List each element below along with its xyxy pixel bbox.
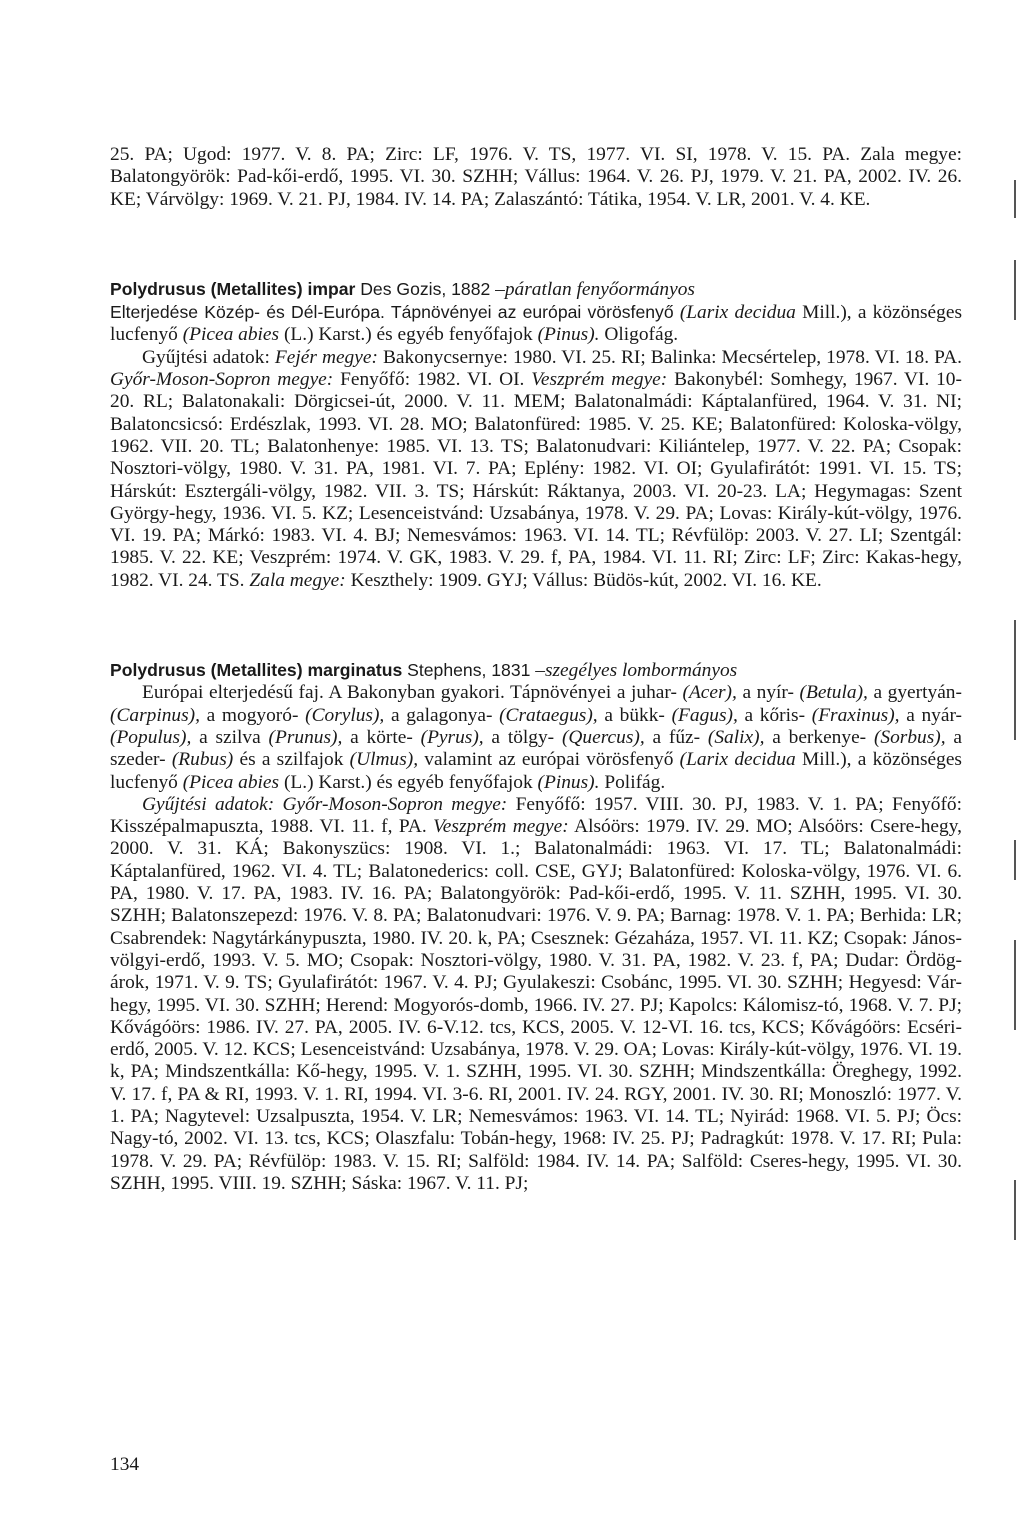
host-plant-name: (Ulmus), (349, 749, 419, 771)
subgenus-name: (Metallites) (210, 278, 303, 299)
host-plant-name: (Acer), (682, 682, 737, 704)
host-plant-name: (Quercus), (561, 726, 645, 748)
host-text: a szilva (191, 726, 261, 748)
scan-mark (1014, 260, 1016, 320)
distribution-text: Európai elterjedésű faj. A Bakonyban gyakori. Tápnövényei a juhar- (142, 682, 677, 704)
distribution-paragraph-impar (110, 301, 962, 347)
host-plant-name: (Rubus) (171, 749, 234, 771)
collecting-label: Gyűjtési adatok: (142, 793, 275, 815)
host-text: (L.) Karst.) és egyéb fenyőfajok (283, 324, 533, 346)
host-plant-name: (Carpinus), (110, 704, 200, 726)
host-plant-name: (Picea abies (182, 771, 280, 793)
host-text: a szeder- (110, 726, 962, 771)
records-text: Fenyőfő: 1957. VIII. 30. PJ, 1983. V. 1. PA; Fenyőfő: Kisszépalmapuszta, 1988. VI. 11. f, PA. (110, 793, 962, 838)
records-text: Keszthely: 1909. GYJ; Vállus: Büdös-kút, 2002. VI. 16. KE. (350, 569, 822, 591)
food-type: Oligofág. (604, 324, 679, 346)
spacer (110, 211, 962, 278)
records-text: Alsóörs: 1979. IV. 29. MO; Alsóörs: Csere-hegy, 2000. V. 31. KÁ; Bakonyszücs: 1908. VI. 1.; Balatonalmádi: 1963. VI. 17. TL; Balatonalmádi: Káptalanfüred, 1962. VI. 4. TL; Balatonederics: coll. CSE, GYJ; Balatonfüred: Koloska-völgy, 1976. VI. 6. PA, 1980. V. 17. PA, 1983. IV. 16. PA; Balatongyörök: Pad-kői-erdő, 1995. V. 11. SZHH, 1995. VI. 30. SZHH; Balatonszepezd: 1976. V. 8. PA; Balatonudvari: 1976. V. 9. PA; Barnag: 1978. V. 1. PA; Berhida: LR; Csabrendek: Nagytárkánypuszta, 1980. IV. 20. k, PA; Csesznek: Gézaháza, 1957. VI. 11. KZ; Csopak: János-völgyi-erdő, 1993. V. 5. MO; Csopak: Nosztori-völgy, 1980. V. 31. PA, 1982. V. 23. f, PA; Dudar: Ördög-árok, 1971. V. 9. TS; Gyulafirátót: 1967. V. 4. PJ; Gyulakeszi: Csobánc, 1995. VI. 30. SZHH; Hegyesd: Vár-hegy, 1995. VI. 30. SZHH; Herend: Mogyorós-domb, 1966. IV. 27. PJ; Kapolcs: Kálomisz-tó, 1968. V. 7. PJ; Kővágóörs: 1986. IV. 27. PA, 2005. IV. 6-V.12. tcs, KCS, 2005. V. 12-VI. 16. tcs, KCS; Kővágóörs: Ecséri-erdő, 2005. V. 12. KCS; Lesenceistvánd: Uzsabánya, 1978. V. 29. OA; Lovas: Király-kút-völgy, 1976. VI. 19. k, PA; Mindszentkálla: Kő-hegy, 1995. V. 1. SZHH, 1995. VI. 30. SZHH; Mindszentkálla: Öreghegy, 1992. V. 17. f, PA & RI, 1993. V. 1. RI, 1994. VI. 3-6. RI, 2001. IV. 24. RGY, 2001. IV. 30. RI; Monoszló: 1977. V. 1. PA; Nagytevel: Uzsalpuszta, 1954. V. LR; Nemesvámos: 1963. VI. 14. TL; Nyirád: 1968. VI. 5. PJ; Öcs: Nagy-tó, 2002. VI. 13. tcs, KCS; Olaszfalu: Tobán-hegy, 1968: IV. 25. PJ; Padragkút: 1978. V. 17. RI; Pula: 1978. V. 29. PA; Révfülöp: 1983. V. 15. RI; Salföld: 1984. IV. 14. PA; Salföld: Cseres-hegy, 1995. VI. 30. SZHH, 1995. VIII. 19. SZHH; Sáska: 1967. V. 11. PJ; (110, 816, 962, 1194)
genus-name: Polydrusus (110, 278, 206, 299)
host-text: valamint az európai vörösfenyő (418, 749, 674, 771)
host-plant-name: (Populus), (110, 726, 192, 748)
genus-name: Polydrusus (110, 660, 206, 681)
host-text: a nyír- (736, 682, 794, 704)
page-body (110, 144, 962, 1195)
records-paragraph-impar (110, 347, 962, 592)
scan-edge-marks (1006, 180, 1016, 1380)
host-text: Polifág. (599, 771, 666, 793)
host-picea: (Picea abies (182, 324, 280, 346)
continuation-paragraph: 25. PA; Ugod: 1977. V. 8. PA; Zirc: LF, 1976. V. TS, 1977. VI. SI, 1978. V. 15. PA. Zala megye: Balatongyörök: Pad-kői-erdő, 1995. VI. 30. SZHH; Vállus: 1964. V. 26. PJ, 1979. V. 21. PA, 2002. IV. 26. KE; Várvölgy: 1969. V. 21. PJ, 1984. IV. 14. PA; Zalaszántó: Tátika, 1954. V. LR, 2001. V. 4. KE. (110, 144, 962, 210)
county-label: Fejér megye: (274, 346, 378, 368)
county-label: Veszprém megye: (433, 816, 569, 838)
scan-mark (1014, 620, 1016, 740)
common-name: páratlan fenyőormányos (504, 278, 695, 300)
species-heading-marginatus (110, 659, 962, 682)
host-plant-name: (Corylus), (305, 704, 385, 726)
host-plant-name: (Pinus). (537, 771, 600, 793)
species-name: marginatus (307, 660, 403, 681)
county-label: Győr-Moson-Sopron megye: (110, 369, 334, 391)
records-paragraph-marginatus (110, 794, 962, 1195)
distribution-text: Elterjedése Közép- és Dél-Európa. Tápnövényei az európai vörösfenyő (110, 302, 674, 323)
host-text: (L.) Karst.) és egyéb fenyőfajok (279, 771, 533, 793)
species-heading-impar (110, 278, 962, 301)
host-plant-name: (Larix decidua (679, 749, 796, 771)
county-label: Győr-Moson-Sopron megye: (282, 793, 508, 815)
host-text: a fűz- (644, 726, 701, 748)
host-text: a tölgy- (483, 726, 555, 748)
spacer (110, 592, 962, 659)
heading-dash: – (495, 278, 505, 300)
county-label: Zala megye: (249, 569, 346, 591)
species-author: Des Gozis, 1882 (360, 278, 491, 299)
scan-mark (1014, 840, 1016, 880)
host-larix: (Larix decidua (679, 302, 796, 324)
subgenus-name: (Metallites) (210, 660, 303, 681)
collecting-label: Gyűjtési adatok: (142, 346, 270, 368)
host-plant-name: (Fagus), (671, 704, 738, 726)
scan-mark (1014, 940, 1016, 1030)
host-plant-name: (Sorbus), (873, 726, 946, 748)
species-name: impar (307, 278, 356, 299)
host-text: a gyertyán- (867, 682, 962, 704)
common-name: szegélyes lombormányos (544, 660, 738, 682)
host-plant-name: (Pyrus), (420, 726, 484, 748)
species-author: Stephens, 1831 (407, 660, 531, 681)
host-plant-name: (Fraxinus), (811, 704, 900, 726)
records-text: Bakonybél: Somhegy, 1967. VI. 10-20. RL; Balatonakali: Dörgicsei-út, 2000. V. 11. MEM; Balatonalmádi: Káptalanfüred, 1964. V. 31. NI; Balatoncsicsó: Erdészlak, 1993. VI. 28. MO; Balatonfüred: 1985. V. 25. KE; Balatonfüred: Koloska-völgy, 1962. VII. 20. TL; Balatonhenye: 1985. VI. 13. TS; Balatonudvari: Kiliántelep, 1977. V. 22. PA; Csopak: Nosztori-völgy, 1980. V. 31. PA, 1981. VI. 7. PA; Eplény: 1982. VI. OI; Gyulafirátót: 1991. VI. 15. TS; Hárskút: Esztergáli-völgy, 1982. VII. 3. TS; Hárskút: Ráktanya, 2003. VI. 20-23. LA; Hegymagas: Szent György-hegy, 1936. VI. 5. KZ; Lesenceistvánd: Uzsabánya, 1978. V. 29. PA; Lovas: Király-kút-völgy, 1976. VI. 19. PA; Márkó: 1983. VI. 4. BJ; Nemesvámos: 1963. VI. 14. TL; Révfülöp: 2003. V. 27. LI; Szentgál: 1985. V. 22. KE; Veszprém: 1974. V. GK, 1983. V. 29. f, PA, 1984. VI. 11. RI; Zirc: LF; Zirc: Kakas-hegy, 1982. VI. 24. TS. (110, 369, 962, 591)
host-plant-name: (Prunus), (268, 726, 343, 748)
host-pinus: (Pinus). (537, 324, 600, 346)
scan-mark (1014, 180, 1016, 218)
host-plant-name: (Salix), (707, 726, 765, 748)
page-number: 134 (110, 1454, 140, 1475)
records-text: Bakonycsernye: 1980. VI. 25. RI; Balinka: Mecsértelep, 1978. VI. 18. PA. (383, 346, 962, 368)
host-text: a kőris- (737, 704, 806, 726)
host-text: a körte- (342, 726, 413, 748)
host-text: a galagonya- (384, 704, 493, 726)
host-plant-name: (Crataegus), (499, 704, 598, 726)
heading-dash: – (535, 660, 545, 682)
host-text: a nyár- (899, 704, 963, 726)
host-text: Mill.), a közönséges lucfenyő (110, 302, 963, 346)
scan-mark (1014, 1180, 1016, 1240)
host-text: a mogyoró- (199, 704, 299, 726)
records-text: Fenyőfő: 1982. VI. OI. (340, 369, 525, 391)
host-text: Mill.), a közönséges lucfenyő (110, 749, 962, 793)
host-plant-name: (Betula), (799, 682, 868, 704)
county-label: Veszprém megye: (531, 369, 668, 391)
host-text: a bükk- (597, 704, 665, 726)
distribution-paragraph-marginatus (110, 682, 962, 793)
host-text: és a szilfajok (233, 749, 344, 771)
host-text: a berkenye- (764, 726, 867, 748)
